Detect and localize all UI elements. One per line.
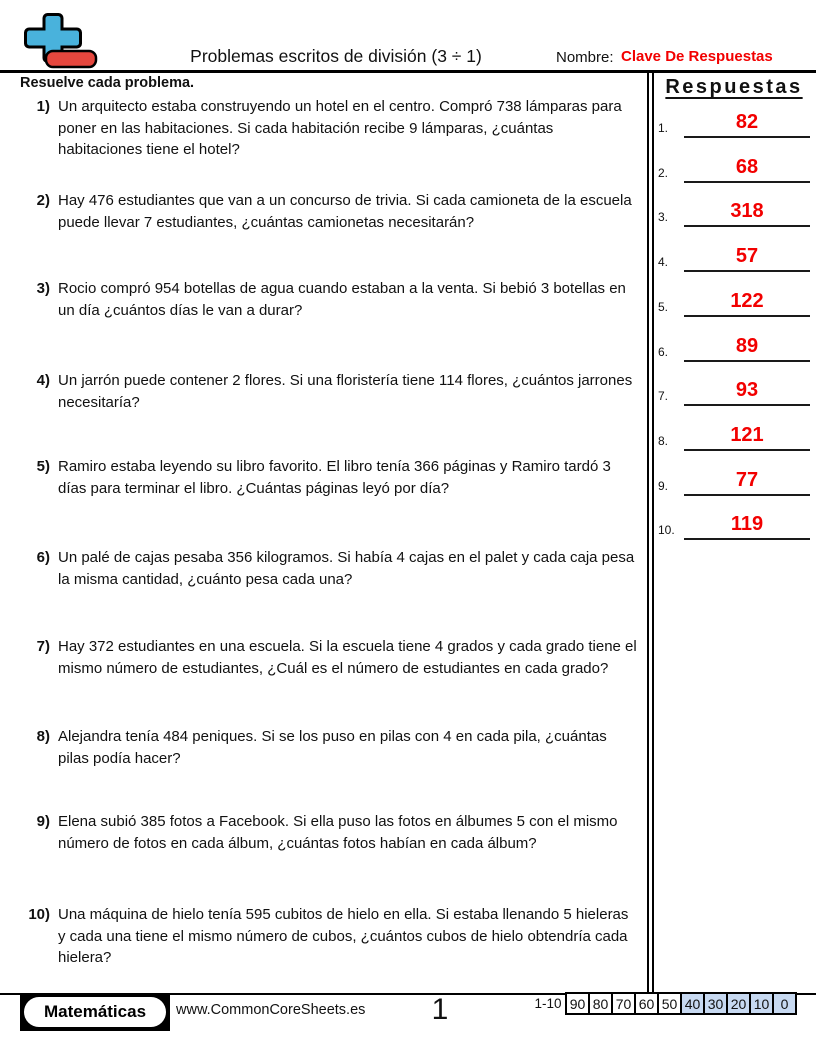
answer-value: 68: [735, 155, 759, 178]
answer-blank-line: [684, 494, 810, 496]
answer-value: 122: [730, 289, 764, 312]
score-table: [533, 992, 797, 1015]
answer-blank-line: [684, 404, 810, 406]
answer-number: 2.: [658, 165, 669, 180]
problem-number: 4): [36, 372, 50, 389]
answer-blank-line: [684, 449, 810, 451]
name-label: Nombre:: [556, 49, 614, 66]
answer-value: 318: [730, 200, 764, 223]
problem-text: Elena subió 385 fotos a Facebook. Si ella puso las fotos en álbumes 5 con el mismo número de fotos en cada álbum, ¿cuántas fotos habían en cada álbum?: [58, 813, 618, 852]
problem-number: 5): [36, 458, 50, 475]
problem-item: [20, 456, 640, 499]
score-cell: 10: [749, 992, 774, 1015]
page-number: 1: [431, 993, 449, 1026]
score-cell: 20: [726, 992, 751, 1015]
page-title: Problemas escritos de división (3 ÷ 1): [190, 46, 482, 66]
answer-row: [654, 330, 814, 362]
problem-text: Un palé de cajas pesaba 356 kilogramos. Si había 4 cajas en el palet y cada caja pesa la misma cantidad, ¿cuánto pesa cada una?: [58, 549, 635, 588]
problem-item: [20, 904, 640, 969]
answer-number: 3.: [658, 210, 669, 225]
problem-text: Ramiro estaba leyendo su libro favorito. El libro tenía 366 páginas y Ramiro tardó 3 días para terminar el libro. ¿Cuántas páginas leyó por día?: [58, 458, 611, 497]
name-value: Clave De Respuestas: [621, 48, 773, 65]
problem-item: [20, 96, 640, 161]
problem-text: Hay 476 estudiantes que van a un concurso de trivia. Si cada camioneta de la escuela puede llevar 7 estudiantes, ¿cuántas camionetas necesitarán?: [58, 192, 632, 231]
website-url: www.CommonCoreSheets.es: [176, 1002, 366, 1018]
brand-label: Matemáticas: [24, 997, 166, 1027]
problem-number: 6): [36, 549, 50, 566]
answer-blank-line: [684, 360, 810, 362]
problem-item: [20, 726, 640, 769]
brand-logo: [20, 993, 170, 1031]
problem-number: 1): [36, 98, 50, 115]
score-cells: [563, 992, 797, 1015]
answer-value: 77: [735, 468, 759, 491]
score-cell: 30: [703, 992, 728, 1015]
answer-blank-line: [684, 315, 810, 317]
answer-value: 57: [735, 245, 759, 268]
answer-row: [654, 106, 814, 138]
answer-value: 93: [735, 379, 759, 402]
answers-divider: [647, 73, 654, 993]
answer-row: [654, 240, 814, 272]
answer-value: 89: [735, 334, 759, 357]
answer-row: [654, 419, 814, 451]
answer-blank-line: [684, 225, 810, 227]
score-cell: 50: [657, 992, 682, 1015]
answer-value: 119: [730, 513, 764, 536]
answer-blank-line: [684, 538, 810, 540]
answer-number: 8.: [658, 433, 669, 448]
problem-item: [20, 811, 640, 854]
answers-title: Respuestas: [665, 76, 803, 98]
answer-number: 6.: [658, 344, 669, 359]
answer-row: [654, 195, 814, 227]
answer-number: 4.: [658, 255, 669, 270]
problem-text: Un arquitecto estaba construyendo un hotel en el centro. Compró 738 lámparas para poner en las habitaciones. Si cada habitación recibe 9 lámparas, ¿cuántas habitaciones tiene el hotel?: [58, 98, 622, 158]
header-rule: [0, 70, 816, 73]
problem-number: 3): [36, 280, 50, 297]
answer-blank-line: [684, 181, 810, 183]
score-cell: 40: [680, 992, 705, 1015]
problem-item: [20, 547, 640, 590]
answer-number: 10.: [658, 523, 675, 538]
answer-row: [654, 151, 814, 183]
problem-item: [20, 190, 640, 233]
problem-item: [20, 278, 640, 321]
plus-minus-logo-icon: [18, 12, 102, 72]
problem-item: [20, 636, 640, 679]
problem-number: 10): [28, 906, 50, 923]
answer-row: [654, 508, 814, 540]
problem-number: 9): [36, 813, 50, 830]
answer-number: 5.: [658, 299, 669, 314]
answer-number: 7.: [658, 389, 669, 404]
problem-item: [20, 370, 640, 413]
answer-value: 82: [735, 111, 759, 133]
problem-text: Una máquina de hielo tenía 595 cubitos de hielo en ella. Si estaba llenando 5 hieleras y cada una tiene el mismo número de cubos, ¿cuántos cubos de hielo obtendría cada hielera?: [58, 906, 629, 966]
score-range-label: 1-10: [534, 996, 562, 1011]
score-cell: 70: [611, 992, 636, 1015]
answer-row: [654, 464, 814, 496]
score-cell: 60: [634, 992, 659, 1015]
answer-blank-line: [684, 136, 810, 138]
score-cell: 0: [772, 992, 797, 1015]
answer-blank-line: [684, 270, 810, 272]
answer-row: [654, 374, 814, 406]
answer-value: 121: [730, 423, 764, 446]
problem-number: 7): [36, 638, 50, 655]
instruction-text: Resuelve cada problema.: [20, 75, 195, 91]
answer-number: 9.: [658, 478, 669, 493]
problem-text: Hay 372 estudiantes en una escuela. Si la escuela tiene 4 grados y cada grado tiene el mismo número de estudiantes, ¿Cuál es el número de estudiantes en cada grado?: [58, 638, 637, 677]
answer-row: [654, 285, 814, 317]
problem-text: Un jarrón puede contener 2 flores. Si una floristería tiene 114 flores, ¿cuántos jarrones necesitaría?: [58, 372, 633, 411]
problem-text: Alejandra tenía 484 peniques. Si se los puso en pilas con 4 en cada pila, ¿cuántas pilas podía hacer?: [58, 728, 607, 767]
problem-number: 8): [36, 728, 50, 745]
problem-text: Rocio compró 954 botellas de agua cuando estaban a la venta. Si bebió 3 botellas en un día ¿cuántos días le van a durar?: [58, 280, 626, 319]
score-cell: 90: [565, 992, 590, 1015]
score-cell: 80: [588, 992, 613, 1015]
answer-number: 1.: [658, 121, 669, 135]
problem-number: 2): [36, 192, 50, 209]
